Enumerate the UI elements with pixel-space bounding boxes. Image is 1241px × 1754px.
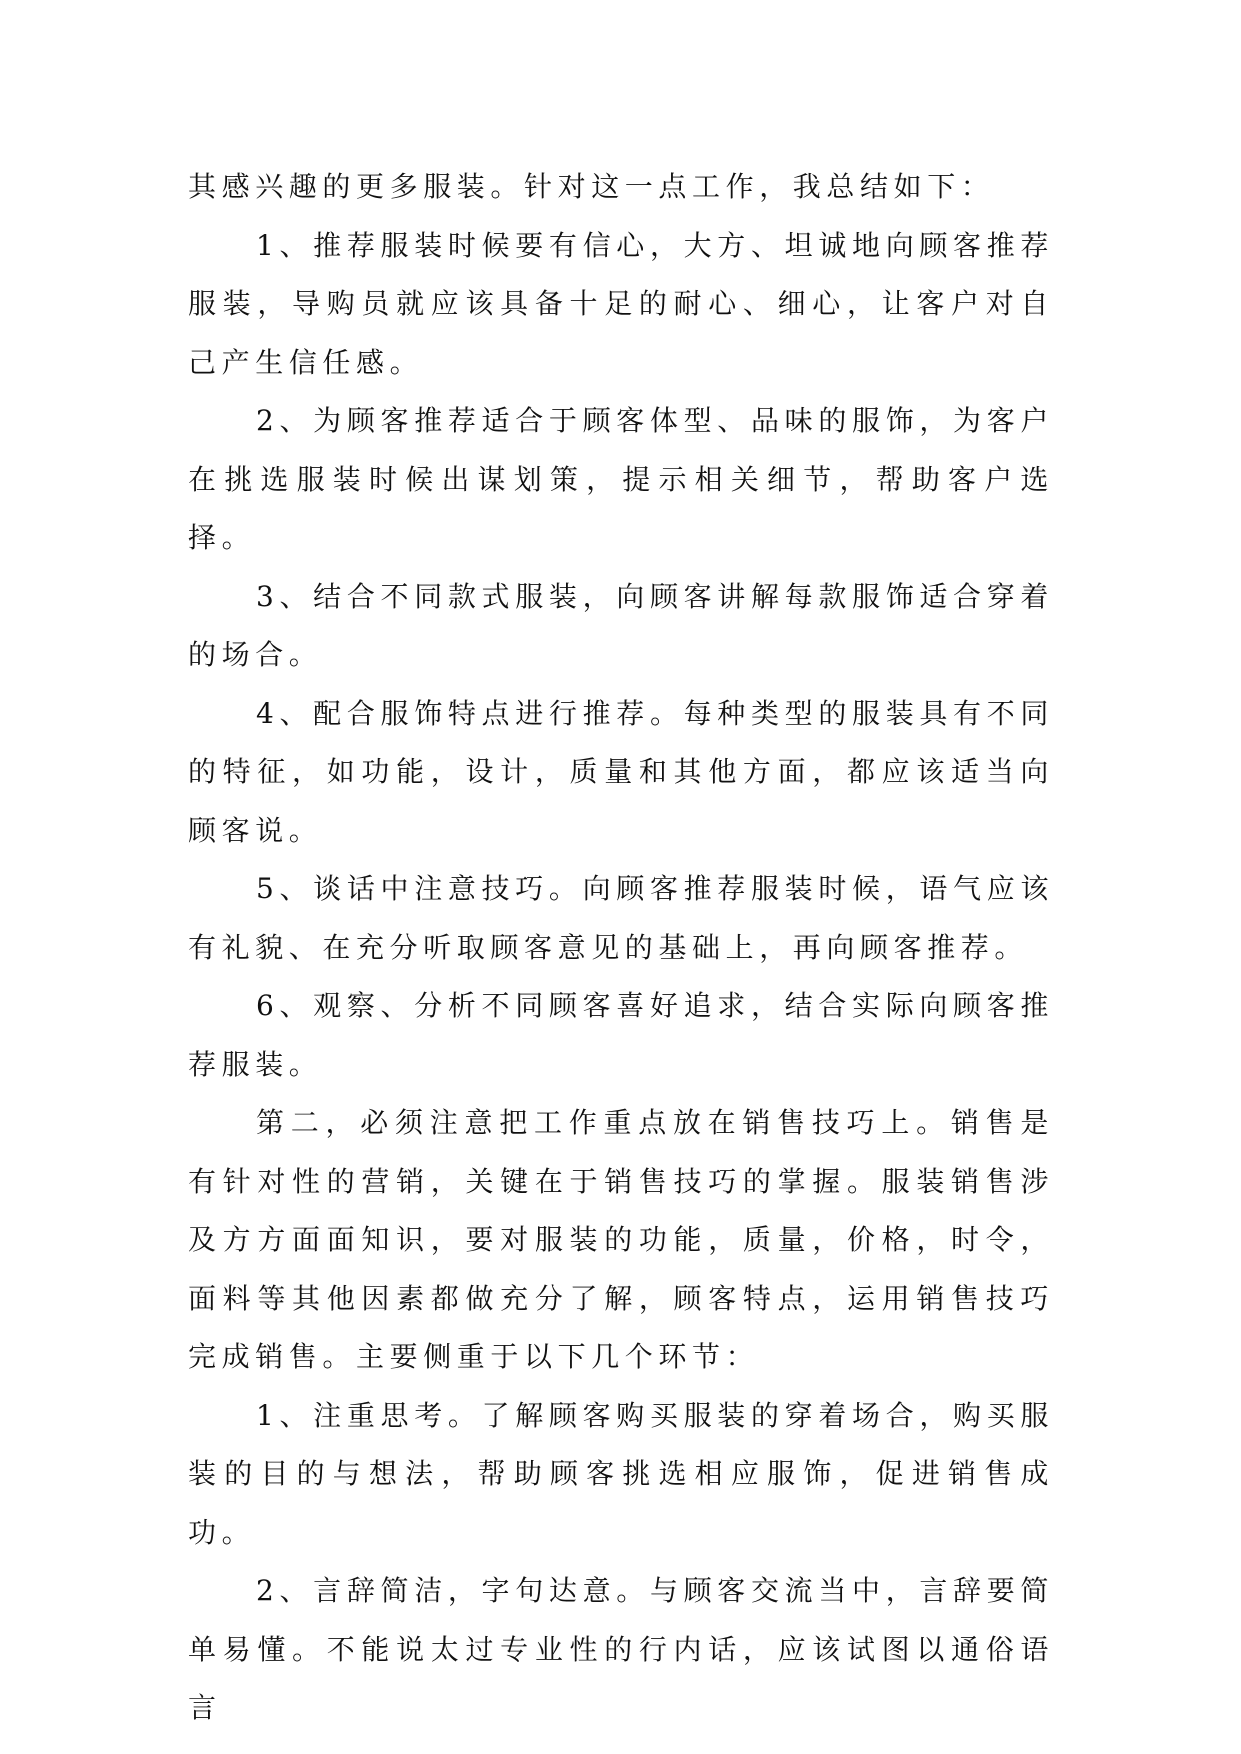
paragraph: 1、注重思考。了解顾客购买服装的穿着场合，购买服装的目的与想法，帮助顾客挑选相应服饰，促进销售成功。 bbox=[188, 1398, 1054, 1549]
document-body bbox=[188, 158, 1054, 1738]
paragraph: 1、推荐服装时候要有信心，大方、坦诚地向顾客推荐服装，导购员就应该具备十足的耐心、细心，让客户对自己产生信任感。 bbox=[188, 228, 1054, 379]
paragraph: 6、观察、分析不同顾客喜好追求，结合实际向顾客推荐服装。 bbox=[188, 989, 1054, 1081]
paragraph: 第二，必须注意把工作重点放在销售技巧上。销售是有针对性的营销，关键在于销售技巧的掌握。服装销售涉及方方面面知识，要对服装的功能，质量，价格，时令，面料等其他因素都做充分了解，顾客特点，运用销售技巧完成销售。主要侧重于以下几个环节： bbox=[188, 1106, 1054, 1373]
paragraph: 其感兴趣的更多服装。针对这一点工作，我总结如下： bbox=[188, 170, 995, 203]
paragraph: 2、为顾客推荐适合于顾客体型、品味的服饰，为客户在挑选服装时候出谋划策，提示相关细节，帮助客户选择。 bbox=[188, 404, 1054, 554]
paragraph: 3、结合不同款式服装，向顾客讲解每款服饰适合穿着的场合。 bbox=[188, 579, 1054, 671]
paragraph: 4、配合服饰特点进行推荐。每种类型的服装具有不同的特征，如功能，设计，质量和其他方面，都应该适当向顾客说。 bbox=[188, 696, 1054, 847]
paragraph: 2、言辞简洁，字句达意。与顾客交流当中，言辞要简单易懂。不能说太过专业性的行内话，应该试图以通俗语言 bbox=[188, 1574, 1054, 1724]
paragraph: 5、谈话中注意技巧。向顾客推荐服装时候，语气应该有礼貌、在充分听取顾客意见的基础上，再向顾客推荐。 bbox=[188, 872, 1054, 964]
